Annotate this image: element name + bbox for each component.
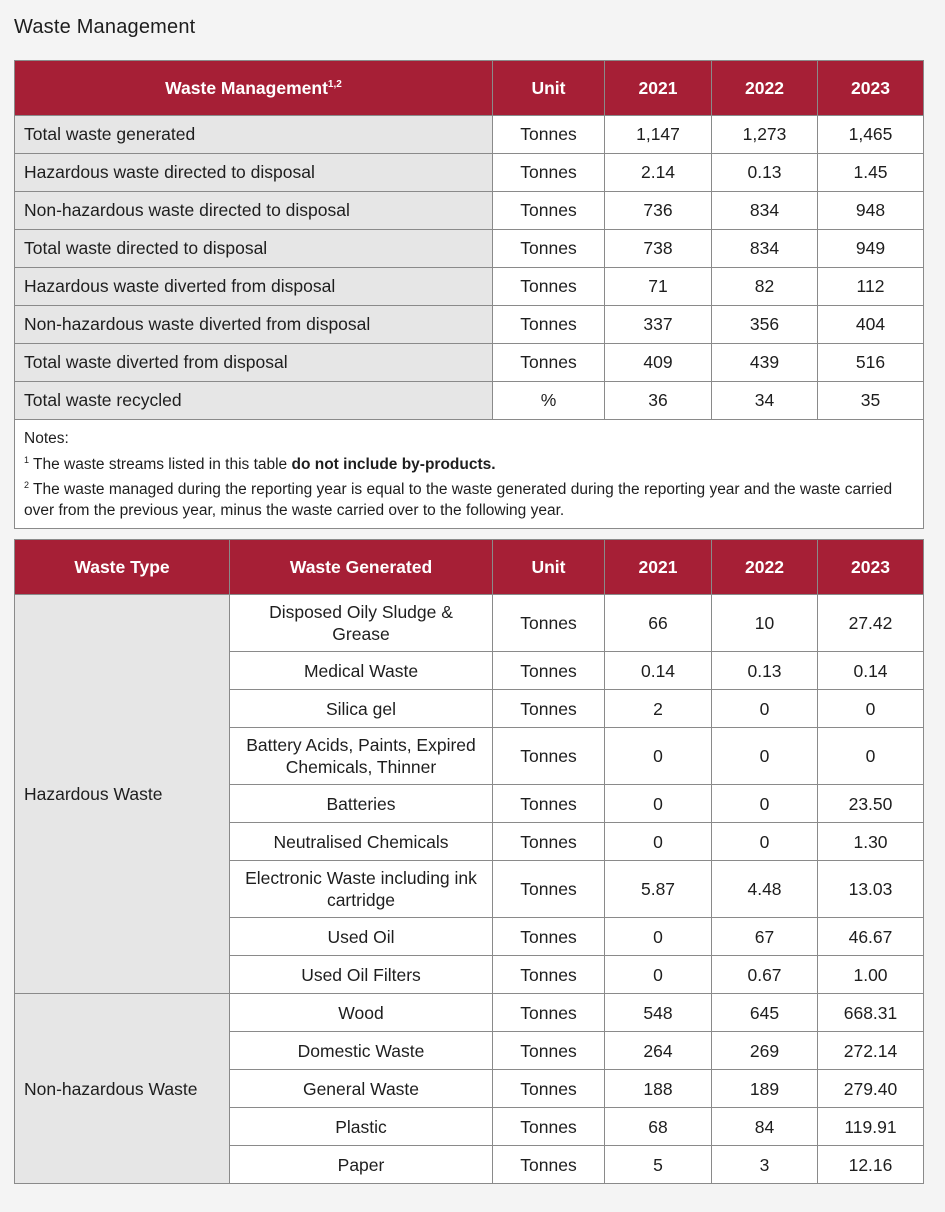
value-2022: 34 [712,382,818,420]
header-waste-management: Waste Management$^{1,2}$ [15,61,493,116]
value-2023: 948 [818,192,924,230]
note-1: $^1$ The waste streams listed in this table do not include by-products. [24,454,496,473]
row-label: Total waste generated [15,116,493,154]
row-label: Non-hazardous waste directed to disposal [15,192,493,230]
value-2021: 5 [605,1146,712,1184]
value-2021: 5.87 [605,861,712,918]
unit-cell: Tonnes [493,230,605,268]
waste-item: Used Oil [230,918,493,956]
table-row [15,595,924,652]
value-2023: 404 [818,306,924,344]
value-2022: 0 [712,690,818,728]
header-waste-generated: Waste Generated [230,540,493,595]
value-2023: 1.30 [818,823,924,861]
table-row [15,994,924,1032]
unit-cell: Tonnes [493,652,605,690]
unit-cell: Tonnes [493,192,605,230]
value-2021: 36 [605,382,712,420]
value-2022: 0 [712,728,818,785]
value-2021: 548 [605,994,712,1032]
header-unit: Unit [493,540,605,595]
unit-cell: Tonnes [493,956,605,994]
value-2023: 23.50 [818,785,924,823]
value-2022: 4.48 [712,861,818,918]
value-2023: 27.42 [818,595,924,652]
unit-cell: Tonnes [493,306,605,344]
value-2021: 0 [605,918,712,956]
unit-cell: Tonnes [493,690,605,728]
page-title: Waste Management [14,16,196,38]
unit-cell: Tonnes [493,116,605,154]
waste-item: Battery Acids, Paints, Expired Chemicals, Thinner [230,728,493,785]
unit-cell: Tonnes [493,344,605,382]
value-2022: 269 [712,1032,818,1070]
value-2022: 0.13 [712,652,818,690]
value-2021: 1,147 [605,116,712,154]
header-2023: 2023 [818,61,924,116]
unit-cell: Tonnes [493,1108,605,1146]
value-2021: 68 [605,1108,712,1146]
value-2021: 2 [605,690,712,728]
waste-item: Paper [230,1146,493,1184]
value-2022: 10 [712,595,818,652]
table-header-row [15,61,924,116]
value-2023: 1,465 [818,116,924,154]
value-2023: 13.03 [818,861,924,918]
value-2021: 188 [605,1070,712,1108]
table-row [15,268,924,306]
header-2022: 2022 [712,540,818,595]
unit-cell: Tonnes [493,994,605,1032]
group-label-non-hazardous: Non-hazardous Waste [15,994,230,1184]
notes-heading: Notes: [24,430,69,447]
value-2023: 0 [818,690,924,728]
unit-cell: Tonnes [493,268,605,306]
value-2022: 3 [712,1146,818,1184]
row-label: Total waste recycled [15,382,493,420]
value-2021: 736 [605,192,712,230]
table-notes [15,420,924,529]
waste-item: Plastic [230,1108,493,1146]
header-unit: Unit [493,61,605,116]
row-label: Hazardous waste diverted from disposal [15,268,493,306]
value-2023: 949 [818,230,924,268]
value-2023: 119.91 [818,1108,924,1146]
value-2022: 0.67 [712,956,818,994]
waste-type-table [14,539,924,1184]
waste-item: Batteries [230,785,493,823]
value-2023: 272.14 [818,1032,924,1070]
header-2021: 2021 [605,540,712,595]
waste-item: Electronic Waste including ink cartridge [230,861,493,918]
value-2023: 668.31 [818,994,924,1032]
value-2023: 1.45 [818,154,924,192]
value-2023: 46.67 [818,918,924,956]
unit-cell: Tonnes [493,861,605,918]
value-2022: 84 [712,1108,818,1146]
waste-item: Disposed Oily Sludge & Grease [230,595,493,652]
value-2021: 2.14 [605,154,712,192]
row-label: Hazardous waste directed to disposal [15,154,493,192]
value-2021: 0 [605,956,712,994]
waste-item: Used Oil Filters [230,956,493,994]
value-2021: 0 [605,823,712,861]
value-2021: 0.14 [605,652,712,690]
waste-management-table [14,60,924,529]
value-2023: 35 [818,382,924,420]
unit-cell: Tonnes [493,1146,605,1184]
group-label-hazardous: Hazardous Waste [15,595,230,994]
row-label: Non-hazardous waste diverted from disposal [15,306,493,344]
header-2022: 2022 [712,61,818,116]
value-2022: 645 [712,994,818,1032]
table-row [15,154,924,192]
value-2022: 356 [712,306,818,344]
value-2022: 0 [712,785,818,823]
value-2022: 82 [712,268,818,306]
value-2022: 67 [712,918,818,956]
value-2022: 189 [712,1070,818,1108]
value-2022: 0 [712,823,818,861]
unit-cell: % [493,382,605,420]
table-row [15,344,924,382]
waste-item: Neutralised Chemicals [230,823,493,861]
table-row [15,230,924,268]
value-2021: 71 [605,268,712,306]
table-header-row [15,540,924,595]
value-2022: 0.13 [712,154,818,192]
value-2021: 0 [605,785,712,823]
header-2023: 2023 [818,540,924,595]
value-2023: 279.40 [818,1070,924,1108]
table-row [15,382,924,420]
value-2023: 516 [818,344,924,382]
unit-cell: Tonnes [493,785,605,823]
unit-cell: Tonnes [493,154,605,192]
waste-item: Silica gel [230,690,493,728]
header-waste-type: Waste Type [15,540,230,595]
header-2021: 2021 [605,61,712,116]
waste-item: General Waste [230,1070,493,1108]
value-2023: 1.00 [818,956,924,994]
value-2022: 439 [712,344,818,382]
notes-row [15,420,924,529]
table-row [15,116,924,154]
value-2023: 112 [818,268,924,306]
table-row [15,192,924,230]
unit-cell: Tonnes [493,1032,605,1070]
note-2: $^2$ The waste managed during the reporting year is equal to the waste generated during the reporting year and the waste carried over from the previous year, minus the waste carried over to the following year. [24,480,893,519]
value-2022: 834 [712,192,818,230]
waste-item: Wood [230,994,493,1032]
row-label: Total waste diverted from disposal [15,344,493,382]
value-2023: 0 [818,728,924,785]
value-2021: 337 [605,306,712,344]
waste-item: Domestic Waste [230,1032,493,1070]
value-2021: 738 [605,230,712,268]
value-2021: 409 [605,344,712,382]
table-row [15,306,924,344]
footnote-ref: 1,2 [327,78,342,90]
value-2022: 1,273 [712,116,818,154]
unit-cell: Tonnes [493,1070,605,1108]
unit-cell: Tonnes [493,595,605,652]
value-2021: 66 [605,595,712,652]
unit-cell: Tonnes [493,918,605,956]
unit-cell: Tonnes [493,823,605,861]
row-label: Total waste directed to disposal [15,230,493,268]
value-2021: 0 [605,728,712,785]
waste-item: Medical Waste [230,652,493,690]
value-2023: 12.16 [818,1146,924,1184]
unit-cell: Tonnes [493,728,605,785]
value-2022: 834 [712,230,818,268]
value-2023: 0.14 [818,652,924,690]
value-2021: 264 [605,1032,712,1070]
